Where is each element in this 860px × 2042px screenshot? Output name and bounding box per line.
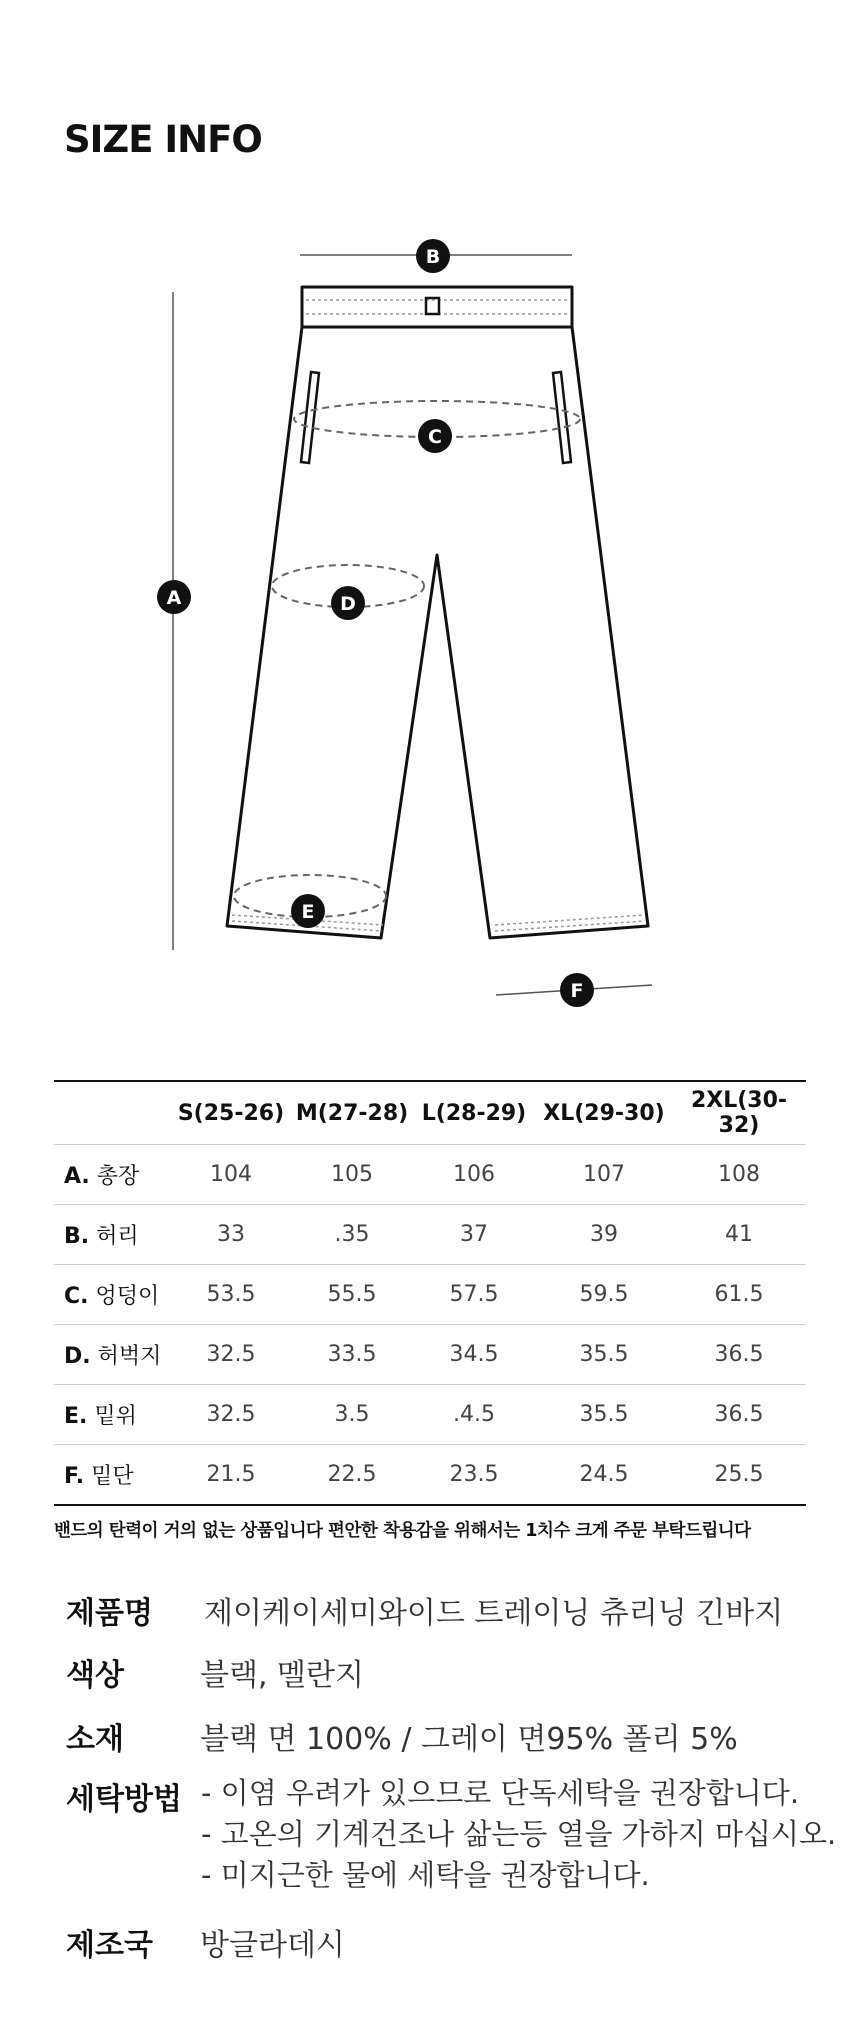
row-name: 총장 (96, 1164, 140, 1189)
cell: 61.5 (672, 1265, 806, 1325)
wash-line: - 고온의 기계건조나 삶는등 열을 가하지 마십시오. (201, 1817, 837, 1851)
cell: 37 (412, 1205, 536, 1265)
size-col-s: S(25-26) (170, 1081, 292, 1145)
row-label (54, 1145, 170, 1205)
product-name-value: 제이케이세미와이드 트레이닝 츄리닝 긴바지 (204, 1596, 784, 1631)
size-col-l: L(28-29) (412, 1081, 536, 1145)
cell: 32.5 (170, 1385, 292, 1445)
right-pocket (553, 372, 571, 463)
table-row (54, 1265, 806, 1325)
row-key: F. (64, 1464, 85, 1489)
cell: 53.5 (170, 1265, 292, 1325)
size-col-2xl: 2XL(30-32) (672, 1081, 806, 1145)
product-name-label: 제품명 (66, 1596, 153, 1631)
cell: 36.5 (672, 1325, 806, 1385)
cell: 24.5 (536, 1445, 672, 1506)
row-label (54, 1385, 170, 1445)
cell: 57.5 (412, 1265, 536, 1325)
row-label (54, 1325, 170, 1385)
cell: 22.5 (292, 1445, 412, 1506)
color-value: 블랙, 멜란지 (200, 1658, 364, 1693)
row-key: E. (64, 1404, 88, 1429)
svg-text:A: A (166, 587, 182, 609)
pants-outline (227, 287, 648, 938)
svg-text:D: D (340, 593, 356, 615)
cell: 35.5 (536, 1385, 672, 1445)
svg-text:F: F (570, 980, 584, 1002)
cell: 21.5 (170, 1445, 292, 1506)
size-col-xl: XL(29-30) (536, 1081, 672, 1145)
table-row (54, 1325, 806, 1385)
row-key: D. (64, 1344, 91, 1369)
cell: 35.5 (536, 1325, 672, 1385)
row-key: C. (64, 1284, 89, 1309)
cell: 108 (672, 1145, 806, 1205)
cell: 34.5 (412, 1325, 536, 1385)
marker-f (560, 973, 594, 1007)
marker-d (331, 586, 365, 620)
row-label (54, 1445, 170, 1506)
cell: 33.5 (292, 1325, 412, 1385)
size-table (54, 1080, 806, 1506)
table-row (54, 1445, 806, 1506)
waistband (302, 287, 572, 327)
cell: 32.5 (170, 1325, 292, 1385)
pants-legs (227, 327, 648, 938)
cell: 105 (292, 1145, 412, 1205)
cell: 3.5 (292, 1385, 412, 1445)
marker-c (418, 419, 452, 453)
row-label (54, 1205, 170, 1265)
cell: 23.5 (412, 1445, 536, 1506)
color-label: 색상 (66, 1658, 124, 1693)
svg-text:B: B (425, 246, 441, 268)
table-row (54, 1145, 806, 1205)
wash-line: - 이염 우려가 있으므로 단독세탁을 권장합니다. (201, 1776, 800, 1810)
measure-ellipses (234, 401, 580, 917)
marker-e (291, 894, 325, 928)
cell: 25.5 (672, 1445, 806, 1506)
waistband-stitching (306, 300, 568, 314)
row-name: 엉덩이 (95, 1284, 160, 1309)
svg-text:E: E (301, 901, 315, 923)
table-row (54, 1385, 806, 1445)
cell: 33 (170, 1205, 292, 1265)
cell: 104 (170, 1145, 292, 1205)
cell: 55.5 (292, 1265, 412, 1325)
material-label: 소재 (66, 1722, 124, 1757)
cell: 107 (536, 1145, 672, 1205)
header-empty (54, 1081, 170, 1145)
row-name: 허벅지 (97, 1344, 162, 1369)
row-name: 밑위 (94, 1404, 137, 1429)
row-label (54, 1265, 170, 1325)
svg-text:C: C (428, 426, 442, 448)
left-pocket (301, 372, 319, 463)
origin-value: 방글라데시 (200, 1928, 345, 1963)
cell: 41 (672, 1205, 806, 1265)
cell: 39 (536, 1205, 672, 1265)
marker-b (416, 239, 450, 273)
material-value: 블랙 면 100% / 그레이 면95% 폴리 5% (200, 1722, 738, 1757)
row-key: A. (64, 1164, 90, 1189)
cell: .4.5 (412, 1385, 536, 1445)
cell: 59.5 (536, 1265, 672, 1325)
cell: .35 (292, 1205, 412, 1265)
cell: 36.5 (672, 1385, 806, 1445)
marker-a (157, 580, 191, 614)
row-name: 밑단 (91, 1464, 134, 1489)
measure-lines (173, 255, 652, 995)
cell: 106 (412, 1145, 536, 1205)
wash-line: - 미지근한 물에 세탁을 권장합니다. (201, 1858, 650, 1892)
table-row (54, 1205, 806, 1265)
size-table-header (54, 1081, 806, 1145)
row-name: 허리 (96, 1224, 139, 1249)
origin-label: 제조국 (66, 1928, 153, 1963)
size-col-m: M(27-28) (292, 1081, 412, 1145)
fit-notice: 밴드의 탄력이 거의 없는 상품입니다 편안한 착용감을 위해서는 1치수 크게 주문 부탁드립니다 (54, 1521, 751, 1541)
page-title: SIZE INFO (64, 118, 262, 161)
wash-instructions (201, 1774, 836, 1897)
wash-label: 세탁방법 (66, 1782, 182, 1817)
row-key: B. (64, 1224, 90, 1249)
